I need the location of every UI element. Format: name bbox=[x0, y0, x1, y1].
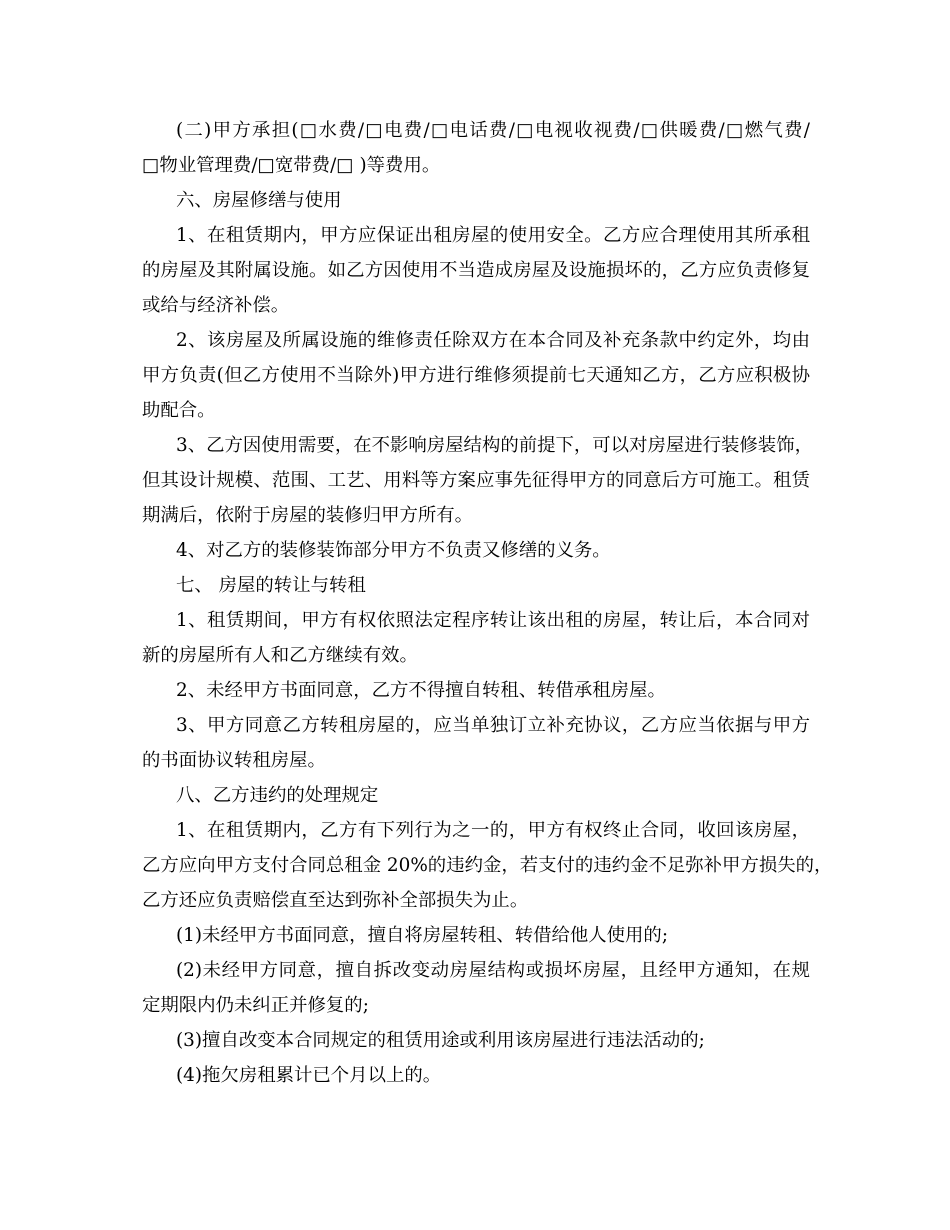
fee-responsibility-clause bbox=[142, 113, 810, 183]
text-line: (1)未经甲方书面同意，擅自将房屋转租、转借给他人使用的; bbox=[176, 925, 669, 946]
text-line: 期满后，依附于房屋的装修归甲方所有。 bbox=[142, 505, 474, 526]
text-line: 甲方负责(但乙方使用不当除外)甲方进行维修须提前七天通知乙方，乙方应积极协 bbox=[142, 365, 810, 386]
text-line: 1、在租赁期内，甲方应保证出租房屋的使用安全。乙方应合理使用其所承租 bbox=[176, 225, 810, 246]
text-line: 的书面协议转租房屋。 bbox=[142, 750, 326, 771]
list-item bbox=[142, 953, 810, 1023]
text-line: (4)拖欠房租累计已个月以上的。 bbox=[176, 1065, 442, 1086]
text-line: 助配合。 bbox=[142, 400, 216, 421]
text-line: (3)擅自改变本合同规定的租赁用途或利用该房屋进行违法活动的; bbox=[176, 1030, 705, 1051]
section-heading: 六、房屋修缮与使用 bbox=[176, 190, 342, 211]
text-line: 的房屋及其附属设施。如乙方因使用不当造成房屋及设施损坏的，乙方应负责修复 bbox=[142, 260, 810, 281]
list-item bbox=[142, 1023, 810, 1058]
clause bbox=[142, 533, 810, 568]
clause bbox=[142, 218, 810, 323]
contract-text bbox=[142, 113, 833, 1093]
clause bbox=[142, 323, 810, 428]
section-7 bbox=[142, 568, 810, 778]
text-line: 定期限内仍未纠正并修复的; bbox=[142, 995, 369, 1016]
text-line: 3、甲方同意乙方转租房屋的，应当单独订立补充协议，乙方应当依据与甲方 bbox=[176, 715, 810, 736]
section-8 bbox=[142, 778, 833, 1093]
text-line: 乙方应向甲方支付合同总租金 20%的违约金，若支付的违约金不足弥补甲方损失的， bbox=[142, 855, 833, 876]
clause bbox=[142, 673, 810, 708]
text-line: □物业管理费/□宽带费/□ )等费用。 bbox=[142, 155, 441, 176]
text-line: 新的房屋所有人和乙方继续有效。 bbox=[142, 645, 418, 666]
text-line: 3、乙方因使用需要，在不影响房屋结构的前提下，可以对房屋进行装修装饰， bbox=[176, 435, 813, 456]
text-line: 2、该房屋及所属设施的维修责任除双方在本合同及补充条款中约定外，均由 bbox=[176, 330, 810, 351]
clause bbox=[142, 428, 813, 533]
clause bbox=[142, 813, 833, 918]
text-line: 但其设计规模、范围、工艺、用料等方案应事先征得甲方的同意后方可施工。租赁 bbox=[142, 470, 810, 491]
section-heading: 八、乙方违约的处理规定 bbox=[176, 785, 379, 806]
list-item bbox=[142, 918, 810, 953]
section-heading: 七、 房屋的转让与转租 bbox=[176, 575, 366, 596]
clause bbox=[142, 603, 810, 673]
text-line: 1、租赁期间，甲方有权依照法定程序转让该出租的房屋，转让后，本合同对 bbox=[176, 610, 810, 631]
text-line: 2、未经甲方书面同意，乙方不得擅自转租、转借承租房屋。 bbox=[176, 680, 666, 701]
clause bbox=[142, 708, 810, 778]
text-line: (2)未经甲方同意，擅自拆改变动房屋结构或损坏房屋，且经甲方通知，在规 bbox=[176, 960, 810, 981]
text-line: 乙方还应负责赔偿直至达到弥补全部损失为止。 bbox=[142, 890, 529, 911]
text-line: 1、在租赁期内，乙方有下列行为之一的，甲方有权终止合同，收回该房屋， bbox=[176, 820, 810, 841]
list-item bbox=[142, 1058, 810, 1093]
text-line: (二)甲方承担(□水费/□电费/□电话费/□电视收视费/□供暖费/□燃气费/ bbox=[176, 120, 810, 141]
section-6 bbox=[142, 183, 813, 568]
text-line: 4、对乙方的装修装饰部分甲方不负责又修缮的义务。 bbox=[176, 540, 611, 561]
text-line: 或给与经济补偿。 bbox=[142, 295, 290, 316]
